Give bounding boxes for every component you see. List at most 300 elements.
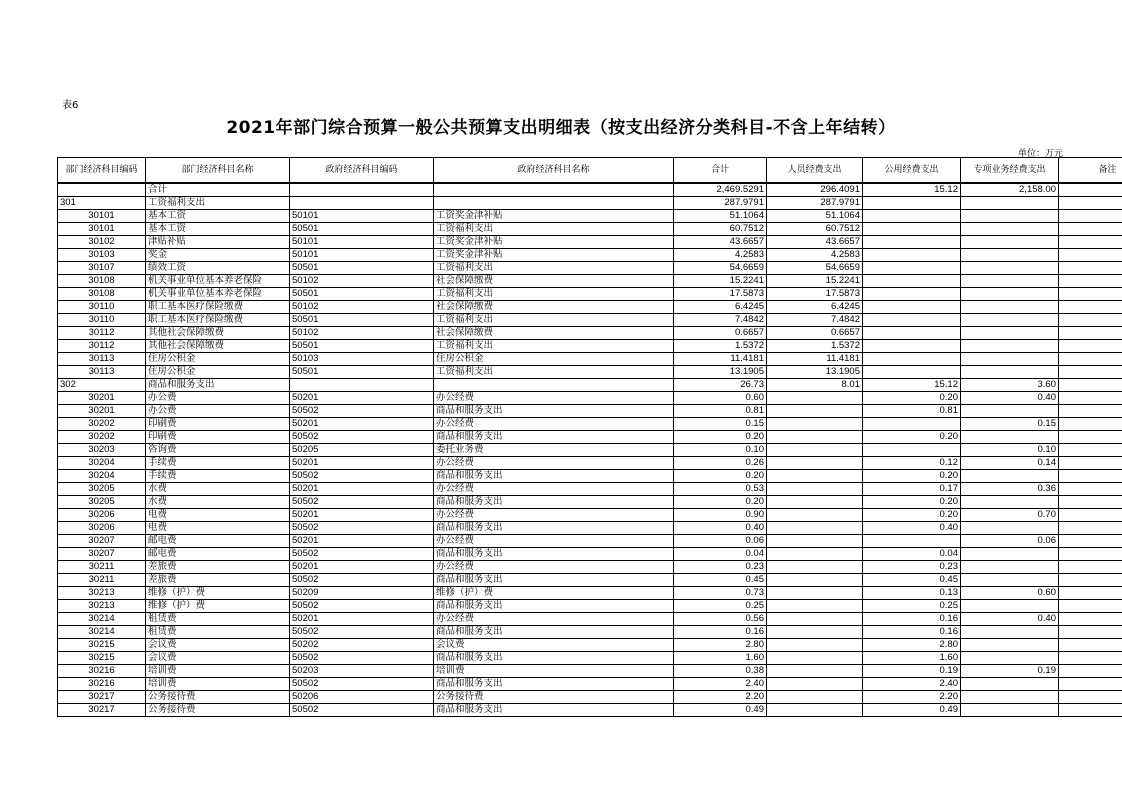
gov-name: 维修（护）费	[434, 586, 674, 599]
gov-name: 商品和服务支出	[434, 625, 674, 638]
row-special: 0.14	[961, 456, 1059, 469]
dept-name: 电费	[146, 521, 290, 534]
dept-name: 维修（护）费	[146, 586, 290, 599]
dept-name: 差旅费	[146, 573, 290, 586]
gov-name: 办公经费	[434, 560, 674, 573]
dept-name: 公务接待费	[146, 703, 290, 716]
row-total: 0.20	[674, 430, 767, 443]
gov-code: 50201	[290, 482, 434, 495]
dept-code: 30206	[58, 508, 146, 521]
cell-remarks	[1059, 300, 1122, 313]
row-personnel	[767, 495, 863, 508]
gov-name: 商品和服务支出	[434, 573, 674, 586]
dept-code: 30214	[58, 625, 146, 638]
gov-name: 商品和服务支出	[434, 703, 674, 716]
row-special: 0.06	[961, 534, 1059, 547]
row-personnel	[767, 664, 863, 677]
row-special	[961, 313, 1059, 326]
gov-name: 工资福利支出	[434, 339, 674, 352]
row-special	[961, 287, 1059, 300]
cell-empty	[434, 378, 674, 391]
dept-code: 30217	[58, 690, 146, 703]
dept-name: 基本工资	[146, 209, 290, 222]
row-public	[863, 287, 961, 300]
dept-code: 30216	[58, 664, 146, 677]
row-personnel: 1.5372	[767, 339, 863, 352]
cell-remarks	[1059, 638, 1122, 651]
row-special: 0.60	[961, 586, 1059, 599]
row-personnel: 0.6657	[767, 326, 863, 339]
table-row	[58, 326, 1122, 339]
table-body	[58, 183, 1122, 717]
row-total: 2.40	[674, 677, 767, 690]
cell-empty	[290, 196, 434, 209]
dept-name: 手续费	[146, 456, 290, 469]
row-total: 17.5873	[674, 287, 767, 300]
dept-code: 30202	[58, 417, 146, 430]
cell-remarks	[1059, 560, 1122, 573]
row-special	[961, 352, 1059, 365]
row-personnel	[767, 573, 863, 586]
row-total: 43.6657	[674, 235, 767, 248]
gov-code: 50501	[290, 365, 434, 378]
dept-code: 30202	[58, 430, 146, 443]
gov-code: 50201	[290, 612, 434, 625]
row-special	[961, 560, 1059, 573]
cell-remarks	[1059, 547, 1122, 560]
table-row	[58, 209, 1122, 222]
gov-code: 50201	[290, 560, 434, 573]
dept-code: 30203	[58, 443, 146, 456]
row-total: 0.40	[674, 521, 767, 534]
gov-name: 商品和服务支出	[434, 651, 674, 664]
dept-code: 30201	[58, 391, 146, 404]
row-personnel	[767, 690, 863, 703]
total-special: 2,158.00	[961, 183, 1059, 197]
gov-code: 50103	[290, 352, 434, 365]
group-row	[58, 196, 1122, 209]
cell-remarks	[1059, 612, 1122, 625]
group-special: 3.60	[961, 378, 1059, 391]
table-row	[58, 365, 1122, 378]
table-row	[58, 534, 1122, 547]
dept-name: 会议费	[146, 638, 290, 651]
dept-code: 30207	[58, 547, 146, 560]
header-dept-code: 部门经济科目编码	[58, 158, 146, 183]
row-special	[961, 651, 1059, 664]
gov-name: 办公经费	[434, 391, 674, 404]
row-special	[961, 326, 1059, 339]
table-row	[58, 638, 1122, 651]
dept-name: 其他社会保障缴费	[146, 326, 290, 339]
dept-code: 30217	[58, 703, 146, 716]
row-public: 0.20	[863, 430, 961, 443]
row-personnel: 4.2583	[767, 248, 863, 261]
row-public: 0.45	[863, 573, 961, 586]
gov-name: 工资福利支出	[434, 365, 674, 378]
row-personnel	[767, 677, 863, 690]
table-row	[58, 547, 1122, 560]
row-total: 1.5372	[674, 339, 767, 352]
row-total: 0.25	[674, 599, 767, 612]
table-row	[58, 300, 1122, 313]
table-row	[58, 430, 1122, 443]
row-personnel: 51.1064	[767, 209, 863, 222]
row-personnel	[767, 612, 863, 625]
row-total: 0.20	[674, 495, 767, 508]
cell-remarks	[1059, 365, 1122, 378]
header-gov-code: 政府经济科目编码	[290, 158, 434, 183]
gov-name: 办公经费	[434, 508, 674, 521]
gov-name: 住房公积金	[434, 352, 674, 365]
gov-code: 50201	[290, 417, 434, 430]
row-total: 0.15	[674, 417, 767, 430]
dept-name: 其他社会保障缴费	[146, 339, 290, 352]
gov-code: 50101	[290, 209, 434, 222]
cell-remarks	[1059, 352, 1122, 365]
cell-remarks	[1059, 443, 1122, 456]
cell-remarks	[1059, 703, 1122, 716]
gov-name: 商品和服务支出	[434, 521, 674, 534]
row-personnel: 54.6659	[767, 261, 863, 274]
row-personnel: 15.2241	[767, 274, 863, 287]
dept-code: 30108	[58, 287, 146, 300]
gov-code: 50502	[290, 495, 434, 508]
row-special	[961, 690, 1059, 703]
cell-remarks	[1059, 248, 1122, 261]
row-public: 2.20	[863, 690, 961, 703]
row-special: 0.40	[961, 612, 1059, 625]
row-special	[961, 261, 1059, 274]
gov-code: 50502	[290, 651, 434, 664]
table-row	[58, 703, 1122, 716]
dept-code: 30205	[58, 495, 146, 508]
gov-name: 工资奖金津补贴	[434, 235, 674, 248]
group-total: 287.9791	[674, 196, 767, 209]
row-special	[961, 599, 1059, 612]
cell-remarks	[1059, 508, 1122, 521]
gov-name: 办公经费	[434, 482, 674, 495]
group-special	[961, 196, 1059, 209]
dept-code: 30211	[58, 573, 146, 586]
cell-empty	[434, 196, 674, 209]
row-public	[863, 365, 961, 378]
row-total: 2.20	[674, 690, 767, 703]
gov-name: 办公经费	[434, 417, 674, 430]
dept-code: 30213	[58, 586, 146, 599]
cell-remarks	[1059, 222, 1122, 235]
row-personnel: 7.4842	[767, 313, 863, 326]
dept-name: 公务接待费	[146, 690, 290, 703]
row-public	[863, 222, 961, 235]
cell-remarks	[1059, 573, 1122, 586]
row-personnel	[767, 482, 863, 495]
row-total: 0.06	[674, 534, 767, 547]
row-public: 0.13	[863, 586, 961, 599]
cell-remarks	[1059, 404, 1122, 417]
table-row	[58, 482, 1122, 495]
dept-name: 培训费	[146, 664, 290, 677]
row-public	[863, 300, 961, 313]
table-row	[58, 612, 1122, 625]
row-special	[961, 404, 1059, 417]
gov-code: 50206	[290, 690, 434, 703]
row-personnel	[767, 586, 863, 599]
dept-code: 30216	[58, 677, 146, 690]
row-public: 2.80	[863, 638, 961, 651]
gov-code: 50502	[290, 677, 434, 690]
gov-code: 50205	[290, 443, 434, 456]
row-personnel	[767, 443, 863, 456]
row-special	[961, 547, 1059, 560]
row-public: 0.81	[863, 404, 961, 417]
table-row	[58, 352, 1122, 365]
cell-remarks	[1059, 586, 1122, 599]
cell-remarks	[1059, 664, 1122, 677]
row-total: 0.49	[674, 703, 767, 716]
gov-name: 委托业务费	[434, 443, 674, 456]
cell-remarks	[1059, 651, 1122, 664]
cell-remarks	[1059, 287, 1122, 300]
table-row	[58, 677, 1122, 690]
row-total: 4.2583	[674, 248, 767, 261]
table-row	[58, 443, 1122, 456]
row-total: 54.6659	[674, 261, 767, 274]
row-public: 0.40	[863, 521, 961, 534]
unit-label: 单位：万元	[1017, 149, 1063, 159]
header-remarks: 备注	[1059, 158, 1122, 183]
gov-code: 50501	[290, 313, 434, 326]
gov-name: 商品和服务支出	[434, 677, 674, 690]
gov-code: 50101	[290, 248, 434, 261]
row-personnel	[767, 534, 863, 547]
gov-code: 50501	[290, 261, 434, 274]
row-personnel	[767, 560, 863, 573]
gov-name: 社会保障缴费	[434, 326, 674, 339]
row-special	[961, 469, 1059, 482]
gov-code: 50501	[290, 222, 434, 235]
header-dept-name: 部门经济科目名称	[146, 158, 290, 183]
row-personnel	[767, 404, 863, 417]
gov-name: 公务接待费	[434, 690, 674, 703]
table-label: 表6	[62, 100, 79, 111]
table-row	[58, 690, 1122, 703]
total-total: 2,469.5291	[674, 183, 767, 197]
gov-code: 50501	[290, 287, 434, 300]
table-row	[58, 222, 1122, 235]
row-public	[863, 443, 961, 456]
dept-code: 30112	[58, 339, 146, 352]
cell-remarks	[1059, 183, 1122, 197]
dept-name: 邮电费	[146, 547, 290, 560]
row-total: 0.23	[674, 560, 767, 573]
cell-remarks	[1059, 690, 1122, 703]
gov-code: 50502	[290, 430, 434, 443]
cell-remarks	[1059, 235, 1122, 248]
row-public: 0.04	[863, 547, 961, 560]
table-row	[58, 560, 1122, 573]
row-total: 51.1064	[674, 209, 767, 222]
gov-code: 50202	[290, 638, 434, 651]
cell-remarks	[1059, 261, 1122, 274]
cell-remarks	[1059, 196, 1122, 209]
group-personnel: 287.9791	[767, 196, 863, 209]
dept-name: 津贴补贴	[146, 235, 290, 248]
dept-name: 水费	[146, 482, 290, 495]
dept-name: 办公费	[146, 391, 290, 404]
row-special	[961, 430, 1059, 443]
row-special	[961, 274, 1059, 287]
row-total: 11.4181	[674, 352, 767, 365]
row-special	[961, 495, 1059, 508]
cell-remarks	[1059, 430, 1122, 443]
gov-code: 50201	[290, 534, 434, 547]
row-personnel	[767, 521, 863, 534]
table-row	[58, 573, 1122, 586]
dept-code: 30101	[58, 209, 146, 222]
cell-remarks	[1059, 625, 1122, 638]
header-row	[58, 158, 1122, 183]
row-special: 0.36	[961, 482, 1059, 495]
dept-name: 维修（护）费	[146, 599, 290, 612]
row-personnel	[767, 599, 863, 612]
row-special	[961, 222, 1059, 235]
group-row	[58, 378, 1122, 391]
table-row	[58, 469, 1122, 482]
gov-code: 50502	[290, 703, 434, 716]
dept-name: 租赁费	[146, 612, 290, 625]
row-public	[863, 235, 961, 248]
row-total: 0.56	[674, 612, 767, 625]
row-total: 0.53	[674, 482, 767, 495]
dept-code: 30112	[58, 326, 146, 339]
header-personnel: 人员经费支出	[767, 158, 863, 183]
group-public: 15.12	[863, 378, 961, 391]
dept-code: 30211	[58, 560, 146, 573]
cell-empty	[290, 183, 434, 197]
dept-name: 办公费	[146, 404, 290, 417]
row-public	[863, 326, 961, 339]
gov-code: 50203	[290, 664, 434, 677]
header-special: 专项业务经费支出	[961, 158, 1059, 183]
gov-code: 50502	[290, 404, 434, 417]
row-personnel	[767, 508, 863, 521]
total-label: 合计	[146, 183, 290, 197]
gov-name: 办公经费	[434, 534, 674, 547]
table-row	[58, 274, 1122, 287]
gov-code: 50502	[290, 625, 434, 638]
gov-name: 工资福利支出	[434, 261, 674, 274]
cell-remarks	[1059, 521, 1122, 534]
row-public: 0.23	[863, 560, 961, 573]
gov-name: 商品和服务支出	[434, 430, 674, 443]
gov-code: 50201	[290, 391, 434, 404]
gov-code: 50502	[290, 547, 434, 560]
row-personnel	[767, 651, 863, 664]
gov-code: 50102	[290, 274, 434, 287]
row-total: 2.80	[674, 638, 767, 651]
gov-name: 工资福利支出	[434, 287, 674, 300]
table-row	[58, 404, 1122, 417]
dept-name: 职工基本医疗保险缴费	[146, 313, 290, 326]
dept-code: 30107	[58, 261, 146, 274]
dept-code: 30215	[58, 651, 146, 664]
row-public: 0.19	[863, 664, 961, 677]
row-special	[961, 235, 1059, 248]
dept-code: 30204	[58, 469, 146, 482]
dept-code: 30204	[58, 456, 146, 469]
row-special	[961, 677, 1059, 690]
dept-code: 30102	[58, 235, 146, 248]
gov-name: 社会保障缴费	[434, 274, 674, 287]
dept-name: 机关事业单位基本养老保险	[146, 274, 290, 287]
group-code: 302	[58, 378, 146, 391]
row-total: 13.1905	[674, 365, 767, 378]
dept-name: 水费	[146, 495, 290, 508]
dept-name: 印刷费	[146, 417, 290, 430]
dept-name: 培训费	[146, 677, 290, 690]
dept-code: 30214	[58, 612, 146, 625]
total-row	[58, 183, 1122, 197]
table-row	[58, 261, 1122, 274]
gov-name: 培训费	[434, 664, 674, 677]
gov-code: 50502	[290, 573, 434, 586]
row-total: 0.10	[674, 443, 767, 456]
cell-remarks	[1059, 339, 1122, 352]
dept-code: 30113	[58, 365, 146, 378]
cell-remarks	[1059, 482, 1122, 495]
dept-code: 30103	[58, 248, 146, 261]
row-public	[863, 274, 961, 287]
group-name: 工资福利支出	[146, 196, 290, 209]
row-public	[863, 313, 961, 326]
cell-remarks	[1059, 391, 1122, 404]
row-public	[863, 209, 961, 222]
row-special	[961, 573, 1059, 586]
table-row	[58, 651, 1122, 664]
dept-code: 30108	[58, 274, 146, 287]
dept-name: 奖金	[146, 248, 290, 261]
cell-empty	[434, 183, 674, 197]
row-special: 0.70	[961, 508, 1059, 521]
dept-name: 住房公积金	[146, 365, 290, 378]
table-row	[58, 417, 1122, 430]
dept-code: 30101	[58, 222, 146, 235]
dept-code: 30206	[58, 521, 146, 534]
row-public	[863, 534, 961, 547]
table-row	[58, 313, 1122, 326]
row-public	[863, 352, 961, 365]
row-total: 6.4245	[674, 300, 767, 313]
row-public: 0.12	[863, 456, 961, 469]
gov-name: 商品和服务支出	[434, 469, 674, 482]
row-personnel: 60.7512	[767, 222, 863, 235]
table-row	[58, 391, 1122, 404]
dept-name: 咨询费	[146, 443, 290, 456]
gov-code: 50201	[290, 456, 434, 469]
row-special	[961, 625, 1059, 638]
total-public: 15.12	[863, 183, 961, 197]
row-special: 0.19	[961, 664, 1059, 677]
gov-code: 50502	[290, 521, 434, 534]
table-row	[58, 456, 1122, 469]
row-special	[961, 365, 1059, 378]
row-total: 0.60	[674, 391, 767, 404]
cell-remarks	[1059, 456, 1122, 469]
gov-name: 商品和服务支出	[434, 495, 674, 508]
row-special	[961, 209, 1059, 222]
cell-remarks	[1059, 274, 1122, 287]
